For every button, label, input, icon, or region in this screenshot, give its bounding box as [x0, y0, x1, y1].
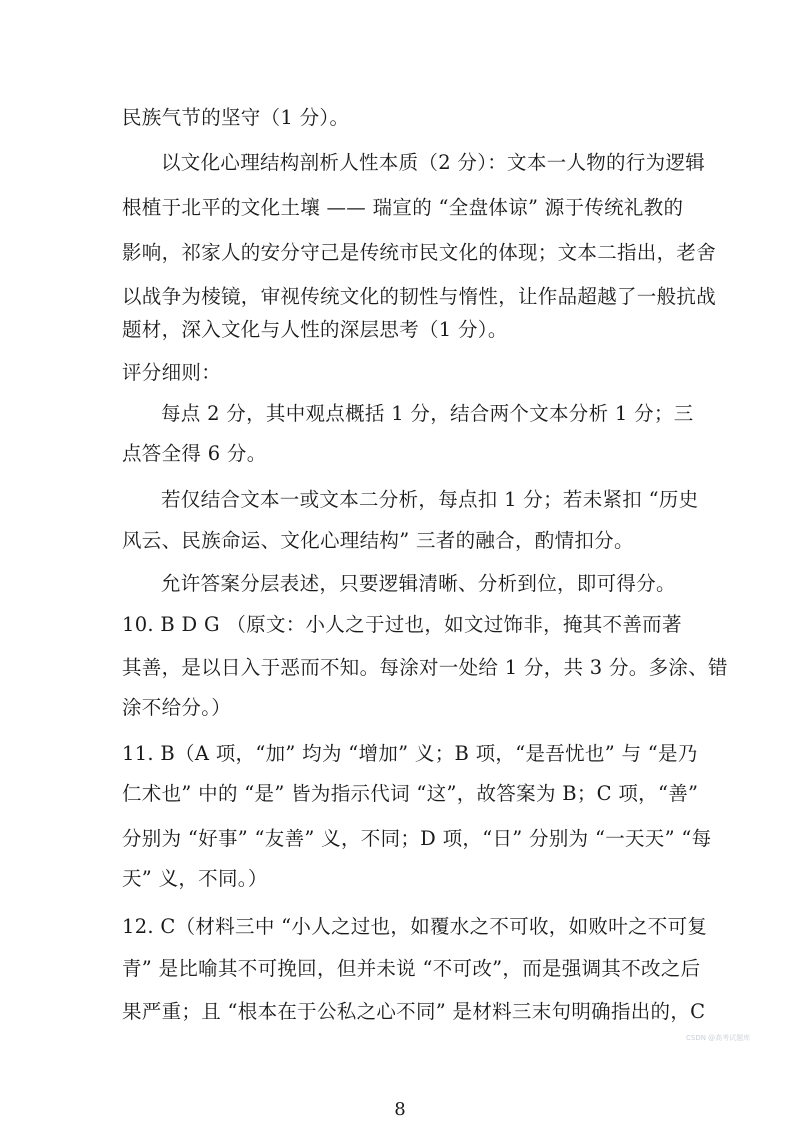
text-line-5: 以战争为棱镜，审视传统文化的韧性与惰性，让作品超越了一般抗战 [122, 285, 717, 308]
text-line-8: 每点 2 分，其中观点概括 1 分，结合两个文本分析 1 分；三 [161, 402, 694, 425]
text-line-9: 点答全得 6 分。 [122, 442, 267, 465]
page-number: 8 [394, 1099, 406, 1120]
question-11-line-2: 仁术也” 中的 “是” 皆为指示代词 “这”，故答案为 B；C 项，“善” [122, 782, 699, 805]
question-12-line-3: 果严重；且 “根本在于公私之心不同” 是材料三末句明确指出的，C [122, 1000, 706, 1023]
text-line-3: 根植于北平的文化土壤 —— 瑞宣的 “全盘体谅” 源于传统礼教的 [122, 196, 684, 219]
watermark: CSDN @高考试题库 [686, 1034, 751, 1042]
question-12-line-2: 青” 是比喻其不可挽回，但并未说 “不可改”，而是强调其不改之后 [122, 957, 701, 980]
text-line-10: 若仅结合文本一或文本二分析，每点扣 1 分；若未紧扣 “历史 [161, 488, 699, 511]
text-line-11: 风云、民族命运、文化心理结构” 三者的融合，酌情扣分。 [122, 529, 634, 552]
question-10-line-2: 其善，是以日入于恶而不知。每涂对一处给 1 分，共 3 分。多涂、错 [122, 656, 728, 679]
question-11-line-4: 天” 义，不同。） [122, 867, 268, 890]
question-11-line-3: 分别为 “好事” “友善” 义，不同；D 项，“日” 分别为 “一天天” “每 [122, 827, 712, 850]
section-heading-scoring: 评分细则： [122, 361, 222, 384]
question-11-line-1: 11. B（A 项，“加” 均为 “增加” 义；B 项，“是吾忧也” 与 “是乃 [122, 742, 698, 765]
text-line-2: 以文化心理结构剖析人性本质（2 分）：文本一人物的行为逻辑 [161, 151, 706, 174]
question-10-line-1: 10. B D G （原文：小人之于过也，如文过饰非，掩其不善而著 [122, 613, 682, 636]
text-line-4: 影响，祁家人的安分守己是传统市民文化的体现；文本二指出，老舍 [122, 241, 717, 264]
question-10-line-3: 涂不给分。） [122, 696, 232, 719]
text-line-12: 允许答案分层表述，只要逻辑清晰、分析到位，即可得分。 [161, 572, 676, 595]
text-line-6: 题材，深入文化与人性的深层思考（1 分）。 [122, 318, 508, 341]
question-12-line-1: 12. C（材料三中 “小人之过也，如覆水之不可收，如败叶之不可复 [122, 915, 708, 938]
text-line-1: 民族气节的坚守（1 分）。 [122, 106, 350, 129]
